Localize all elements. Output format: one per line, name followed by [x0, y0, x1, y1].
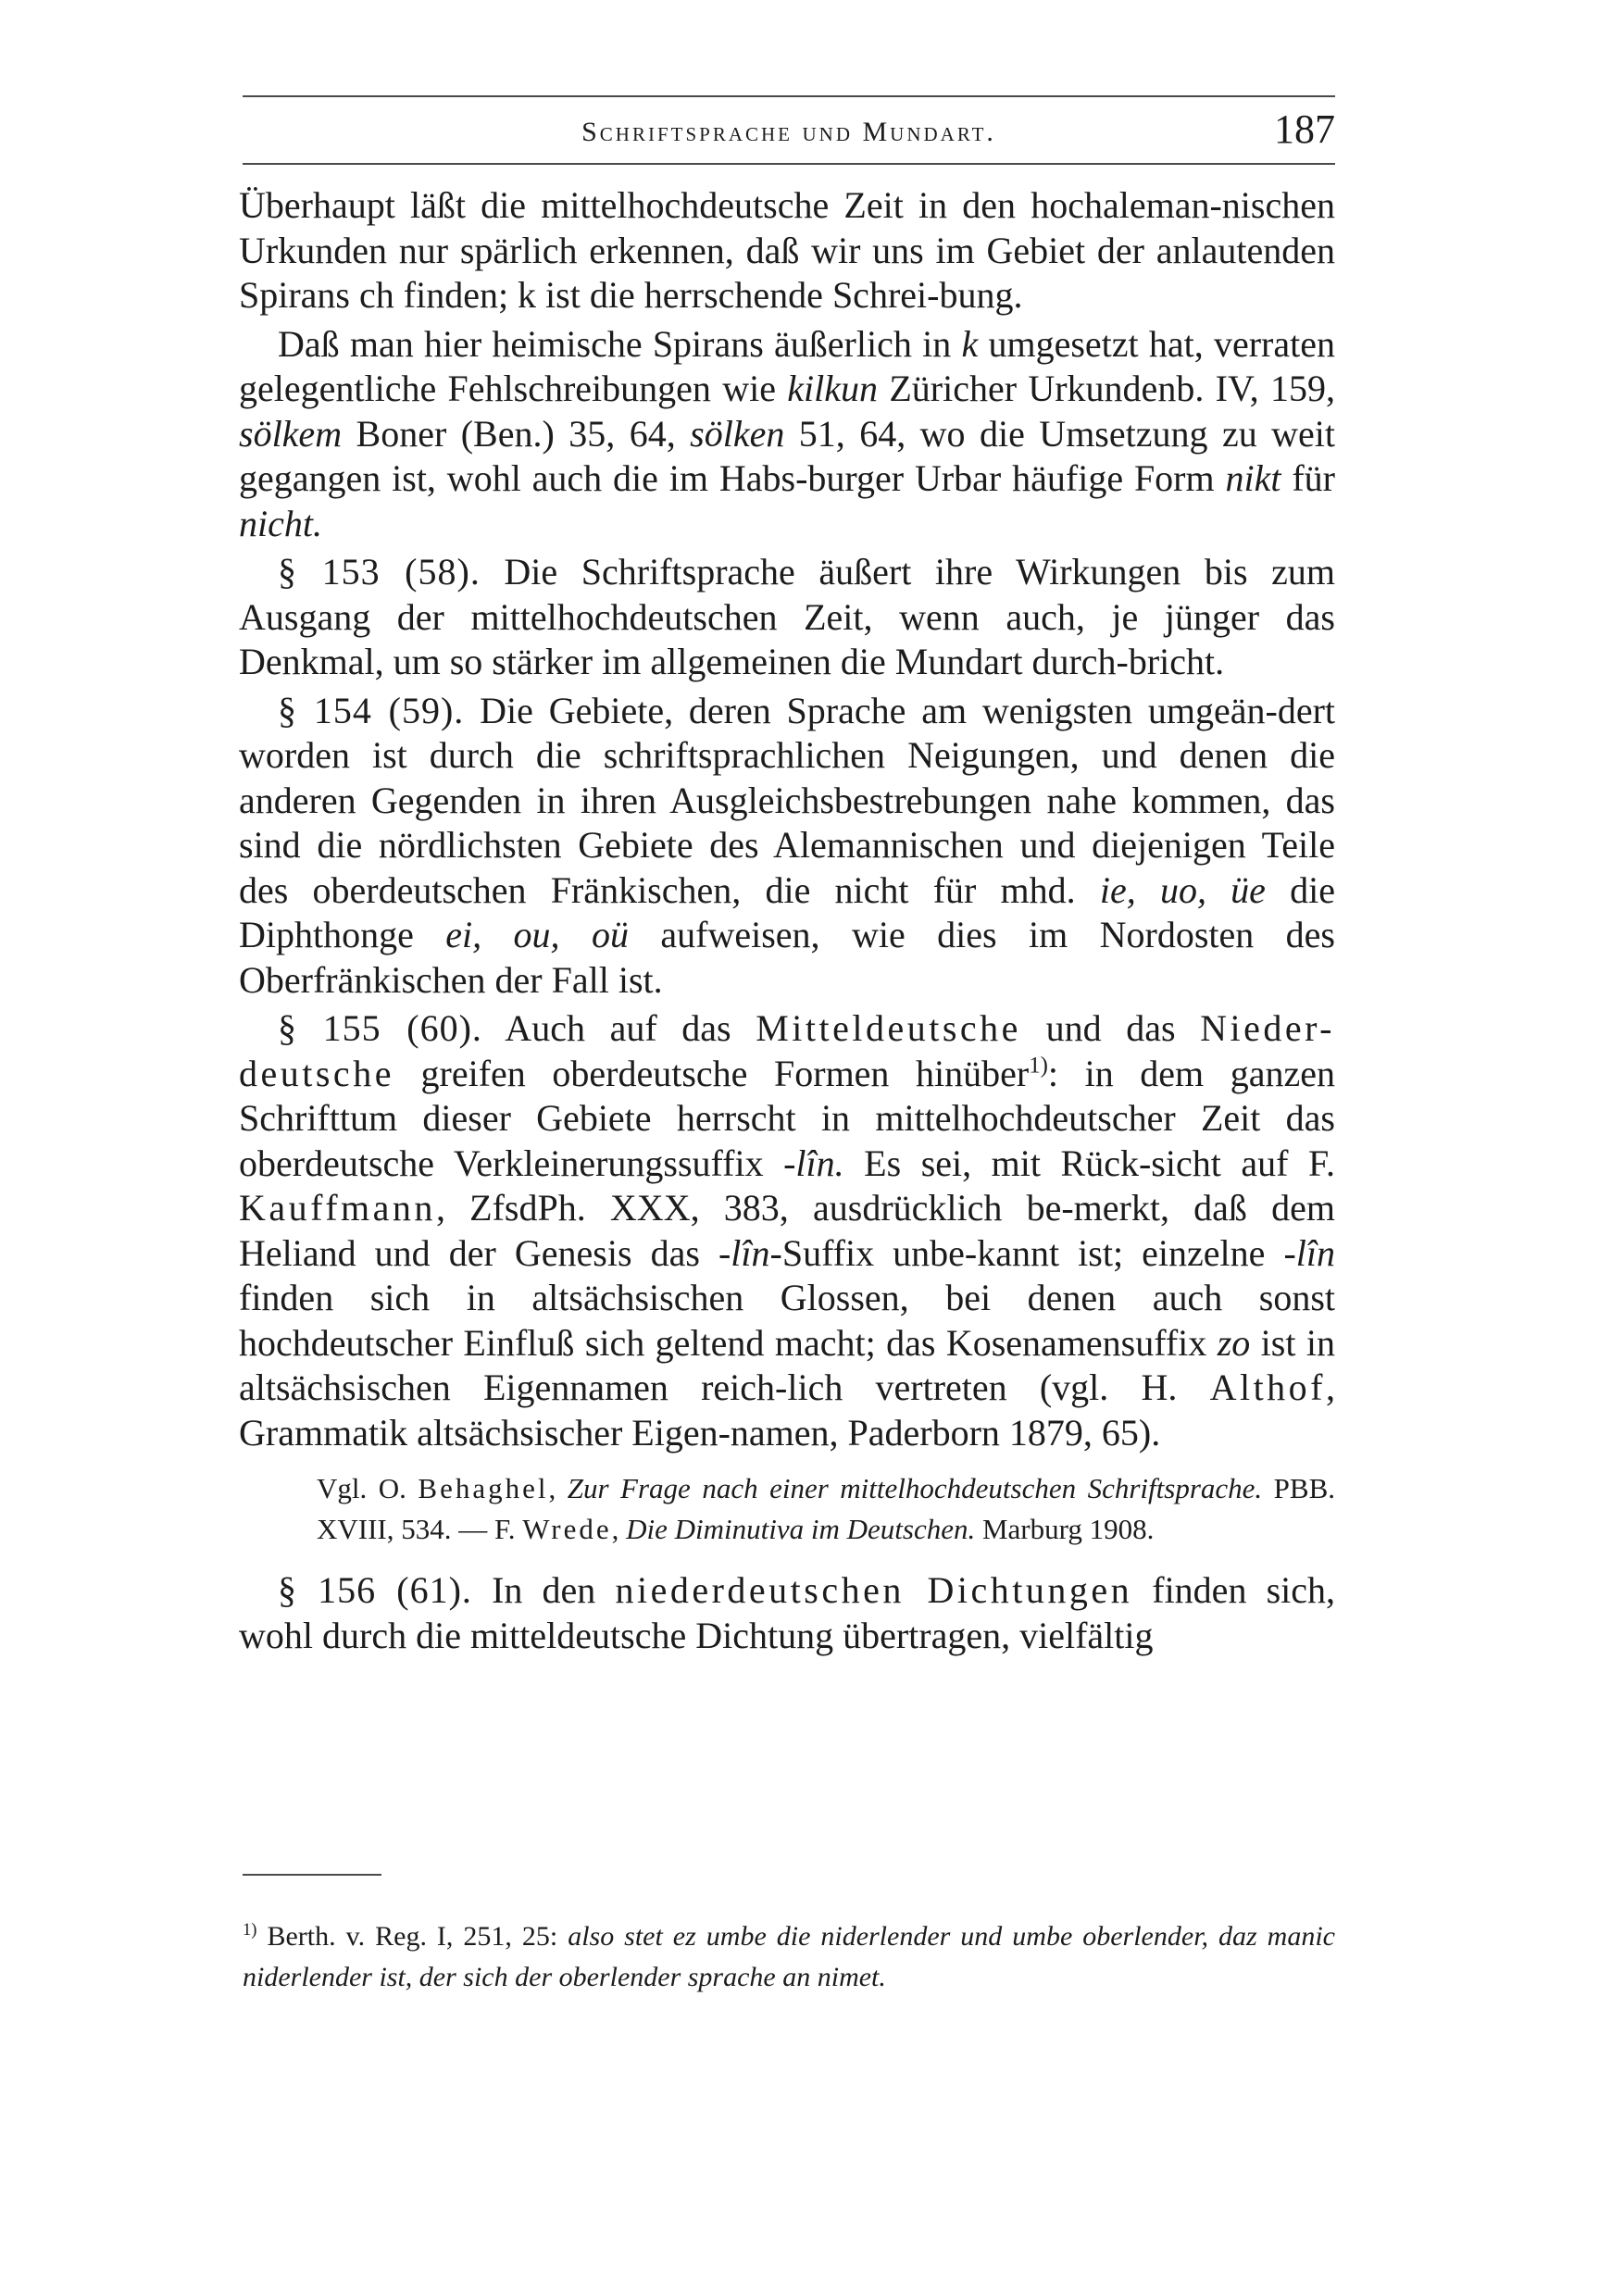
italic-term: kilkun [787, 368, 879, 409]
header-rule-top [243, 95, 1335, 97]
paragraph-1 [239, 183, 1335, 318]
section-number: § 156 (61). [278, 1569, 472, 1611]
text-run: für [1280, 457, 1335, 499]
italic-term: -lîn [718, 1231, 770, 1274]
footnote-rule [243, 1874, 381, 1876]
paragraph-1-text: Überhaupt läßt die mittelhochdeutsche Zeit in den hochaleman-nischen Urkunden nur spärlich erkennen, daß wir uns im Gebiet der anlautenden Spirans ch finden; k ist die herrschende Schrei-bung. [239, 184, 1335, 316]
author-name: Althof [1209, 1366, 1326, 1408]
section-number: § 154 (59). [278, 689, 465, 731]
text-run: finden sich, wohl durch die mitteldeutsche Dichtung übertragen, vielfältig [239, 1569, 1336, 1656]
italic-term: sölkem [239, 412, 343, 455]
italic-term: -lîn. [783, 1142, 844, 1184]
italic-term: ei, ou, oü [445, 914, 629, 955]
book-title: Die Diminutiva im Deutschen. [626, 1513, 976, 1545]
italic-term: sölken [690, 412, 785, 455]
bibliography-note [239, 1468, 1335, 1550]
text-run: 51, 64, wo die Umsetzung zu weit gegangen ist, wohl auch die im Habs-burger Urbar häufige Form [239, 412, 1336, 499]
italic-term: nicht. [239, 502, 322, 544]
running-title: Schriftsprache und Mundart. [581, 117, 996, 147]
running-head [243, 106, 1335, 157]
author-name: Wrede [522, 1513, 612, 1545]
author-name: Behaghel [418, 1472, 549, 1504]
text-run: Boner (Ben.) 35, 64, [342, 412, 691, 455]
text-run: und das [1020, 1007, 1201, 1049]
paragraph-156 [239, 1568, 1335, 1658]
quotation: also stet ez umbe die niderlender und umbe oberlender, daz manic niderlender ist, der sich der oberlender sprache an nimet. [243, 1921, 1335, 1992]
text-run: , Grammatik altsächsischer Eigen-namen, Paderborn 1879, 65). [239, 1366, 1335, 1454]
text-run: greifen oberdeutsche Formen hinüber [394, 1052, 1030, 1094]
paragraph-155 [239, 1006, 1335, 1455]
paragraph-153 [239, 550, 1335, 685]
text-run: Marburg 1908. [975, 1513, 1155, 1545]
text-run: PBB. XVIII, 534. — F. [317, 1472, 1336, 1545]
text-run: Die Gebiete, deren Sprache am wenigsten umgeän-dert worden ist durch die schriftsprachlichen Neigungen, und denen die anderen Gegenden in ihren Ausgleichsbestrebungen nahe kommen, das sind die nördlichsten Gebiete des Alemannischen und diejenigen Teile des oberdeutschen Fränkischen, die nicht für mhd. [239, 689, 1336, 911]
footnote-mark: 1) [243, 1920, 257, 1940]
text-run: Züricher Urkundenb. IV, 159, [878, 368, 1335, 409]
text-run: Die Schriftsprache äußert ihre Wirkungen bis zum Ausgang der mittelhochdeutschen Zeit, wenn auch, je jünger das Denkmal, um so stärker im allgemeinen die Mundart durch-bricht. [239, 551, 1336, 682]
text-run: : in dem ganzen Schrifttum dieser Gebiete herrscht in mittelhochdeutscher Zeit das oberdeutsche Verkleinerungssuffix [239, 1052, 1335, 1184]
text-run: Auch auf das [481, 1007, 756, 1049]
text-run: Berth. v. Reg. I, 251, 25: [256, 1921, 568, 1952]
italic-term: ie, uo, üe [1099, 868, 1266, 911]
paragraph-2 [239, 322, 1335, 547]
text-run: die Diphthonge [239, 868, 1335, 955]
body-text [239, 183, 1335, 1662]
text-run: finden sich in altsächsischen Glossen, bei denen auch sonst hochdeutscher Einfluß sich geltend macht; das Kosenamensuffix [239, 1277, 1335, 1364]
italic-term: k [961, 322, 979, 365]
text-run: umgesetzt hat, verraten gelegentliche Fehlschreibungen wie [239, 322, 1335, 409]
text-run: -Suffix unbe-kannt ist; einzelne [769, 1231, 1284, 1274]
text-run: Vgl. O. [317, 1472, 418, 1504]
italic-term: -lîn [1283, 1231, 1335, 1274]
italic-term: zo [1217, 1321, 1251, 1364]
book-title: Zur Frage nach einer mittelhochdeutschen Schriftsprache. [567, 1472, 1263, 1504]
text-run: aufweisen, wie dies im Nordosten des Oberfränkischen der Fall ist. [239, 914, 1335, 1001]
text-run: ist in altsächsischen Eigennamen reich-lich vertreten (vgl. H. [239, 1321, 1336, 1408]
header-rule-bottom [243, 163, 1335, 165]
spaced-term: Mitteldeutsche [756, 1007, 1021, 1049]
spaced-term: Nieder-deutsche [239, 1007, 1335, 1094]
page-number: 187 [1274, 106, 1335, 152]
italic-term: nikt [1225, 457, 1281, 499]
section-number: § 153 (58). [278, 551, 481, 593]
text-run: , ZfsdPh. XXX, 383, ausdrücklich be-merkt, daß dem Heliand und der Genesis das [239, 1187, 1335, 1274]
footnote [243, 1916, 1335, 1998]
paragraph-154 [239, 689, 1335, 1004]
text-run: In den [471, 1569, 616, 1611]
section-number: § 155 (60). [278, 1007, 482, 1049]
text-run: Es sei, mit Rück-sicht auf F. [843, 1142, 1335, 1184]
author-name: Kauffmann [239, 1187, 436, 1229]
text-run: , [548, 1472, 568, 1504]
spaced-term: niederdeutschen Dichtungen [615, 1569, 1133, 1611]
text-run: , [611, 1513, 627, 1545]
text-run: Daß man hier heimische Spirans äußerlich in [278, 322, 962, 365]
footnote-reference[interactable]: 1) [1029, 1053, 1048, 1079]
